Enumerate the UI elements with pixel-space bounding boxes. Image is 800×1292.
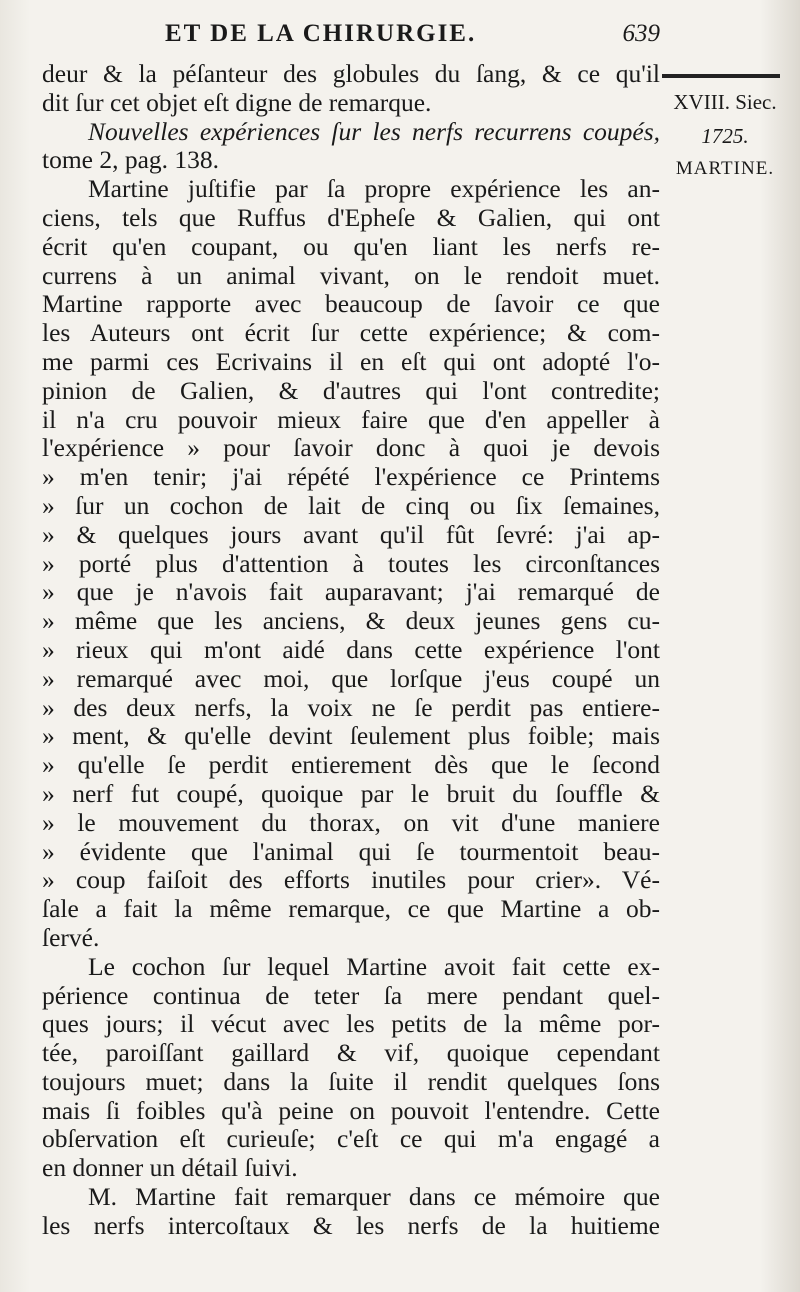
text-line: écrit qu'en coupant, ou qu'en liant les nerfs re- bbox=[42, 232, 660, 261]
text-line: tée, paroiſſant gaillard & vif, quoique cependant bbox=[42, 1039, 660, 1068]
text-line: » rieux qui m'ont aidé dans cette expérience l'ont bbox=[42, 635, 660, 664]
text-line: » ſur un cochon de lait de cinq ou ſix ſemaines, bbox=[42, 491, 660, 520]
text-line: mais ſi foibles qu'à peine on pouvoit l'entendre. Cette bbox=[42, 1096, 660, 1125]
text-line: les Auteurs ont écrit ſur cette expérience; & com- bbox=[42, 319, 660, 348]
text-line: périence continua de teter ſa mere pendant quel- bbox=[42, 981, 660, 1010]
margin-rule bbox=[662, 74, 780, 78]
page-header bbox=[40, 20, 660, 54]
text-line: » même que les anciens, & deux jeunes gens cu- bbox=[42, 607, 660, 636]
text-line: » nerf fut coupé, quoique par le bruit du ſouffle & bbox=[42, 779, 660, 808]
text-line: M. Martine fait remarquer dans ce mémoire que bbox=[88, 1183, 660, 1212]
text-line: il n'a cru pouvoir mieux faire que d'en appeller à bbox=[42, 405, 660, 434]
text-line: » m'en tenir; j'ai répété l'expérience ce Printems bbox=[42, 463, 660, 492]
text-line: tome 2, pag. 138. bbox=[42, 146, 220, 175]
margin-note-author: MARTINE. bbox=[675, 158, 775, 179]
text-line: ſervé. bbox=[42, 923, 100, 952]
text-line: » des deux nerfs, la voix ne ſe perdit pas entiere- bbox=[42, 693, 660, 722]
text-line: ques jours; il vécut avec les petits de la même por- bbox=[42, 1010, 660, 1039]
text-line: en donner un détail ſuivi. bbox=[42, 1154, 298, 1183]
body-text bbox=[42, 60, 660, 1241]
text-line: ſale a fait la même remarque, ce que Martine a ob- bbox=[42, 895, 660, 924]
text-line: Martine juſtifie par ſa propre expérience les an- bbox=[88, 175, 660, 204]
text-line: » qu'elle ſe perdit entierement dès que le ſecond bbox=[42, 751, 660, 780]
running-title: ET DE LA CHIRURGIE. bbox=[165, 20, 477, 47]
text-line: » que je n'avois fait auparavant; j'ai remarqué de bbox=[42, 578, 660, 607]
text-line: obſervation eſt curieuſe; c'eſt ce qui m'a engagé a bbox=[42, 1125, 660, 1154]
text-line: » évidente que l'animal qui ſe tourmentoit beau- bbox=[42, 837, 660, 866]
text-line: l'expérience » pour ſavoir donc à quoi je devois bbox=[42, 434, 660, 463]
text-line: Martine rapporte avec beaucoup de ſavoir ce que bbox=[42, 290, 660, 319]
margin-note-year: 1725. bbox=[701, 124, 749, 148]
text-line: Nouvelles expériences ſur les nerfs recurrens coupés, bbox=[88, 117, 660, 146]
text-line: ciens, tels que Ruffus d'Epheſe & Galien, qui ont bbox=[42, 203, 660, 232]
text-line: deur & la péſanteur des globules du ſang, & ce qu'il bbox=[42, 60, 660, 88]
text-line: me parmi ces Ecrivains il en eſt qui ont adopté l'o- bbox=[42, 347, 660, 376]
margin-note-century: XVIII. Siec. bbox=[673, 90, 777, 114]
text-line: currens à un animal vivant, on le rendoit muet. bbox=[42, 261, 660, 290]
text-line: Le cochon ſur lequel Martine avoit fait cette ex- bbox=[88, 952, 660, 981]
text-line: dit ſur cet objet eſt digne de remarque. bbox=[42, 88, 432, 117]
text-line: » le mouvement du thorax, on vit d'une maniere bbox=[42, 808, 660, 837]
text-line: » & quelques jours avant qu'il fût ſevré: j'ai ap- bbox=[42, 520, 660, 549]
text-line: » coup faiſoit des efforts inutiles pour crier». Vé- bbox=[42, 866, 660, 895]
text-line: pinion de Galien, & d'autres qui l'ont contredite; bbox=[42, 376, 660, 405]
text-line: » remarqué avec moi, que lorſque j'eus coupé un bbox=[42, 664, 660, 693]
page-number: 639 bbox=[622, 20, 660, 47]
text-line: toujours muet; dans la ſuite il rendit quelques ſons bbox=[42, 1067, 660, 1096]
text-line: les nerfs intercoſtaux & les nerfs de la huitieme bbox=[42, 1211, 660, 1240]
text-line: » porté plus d'attention à toutes les circonſtances bbox=[42, 549, 660, 578]
text-line: » ment, & qu'elle devint ſeulement plus foible; mais bbox=[42, 722, 660, 751]
